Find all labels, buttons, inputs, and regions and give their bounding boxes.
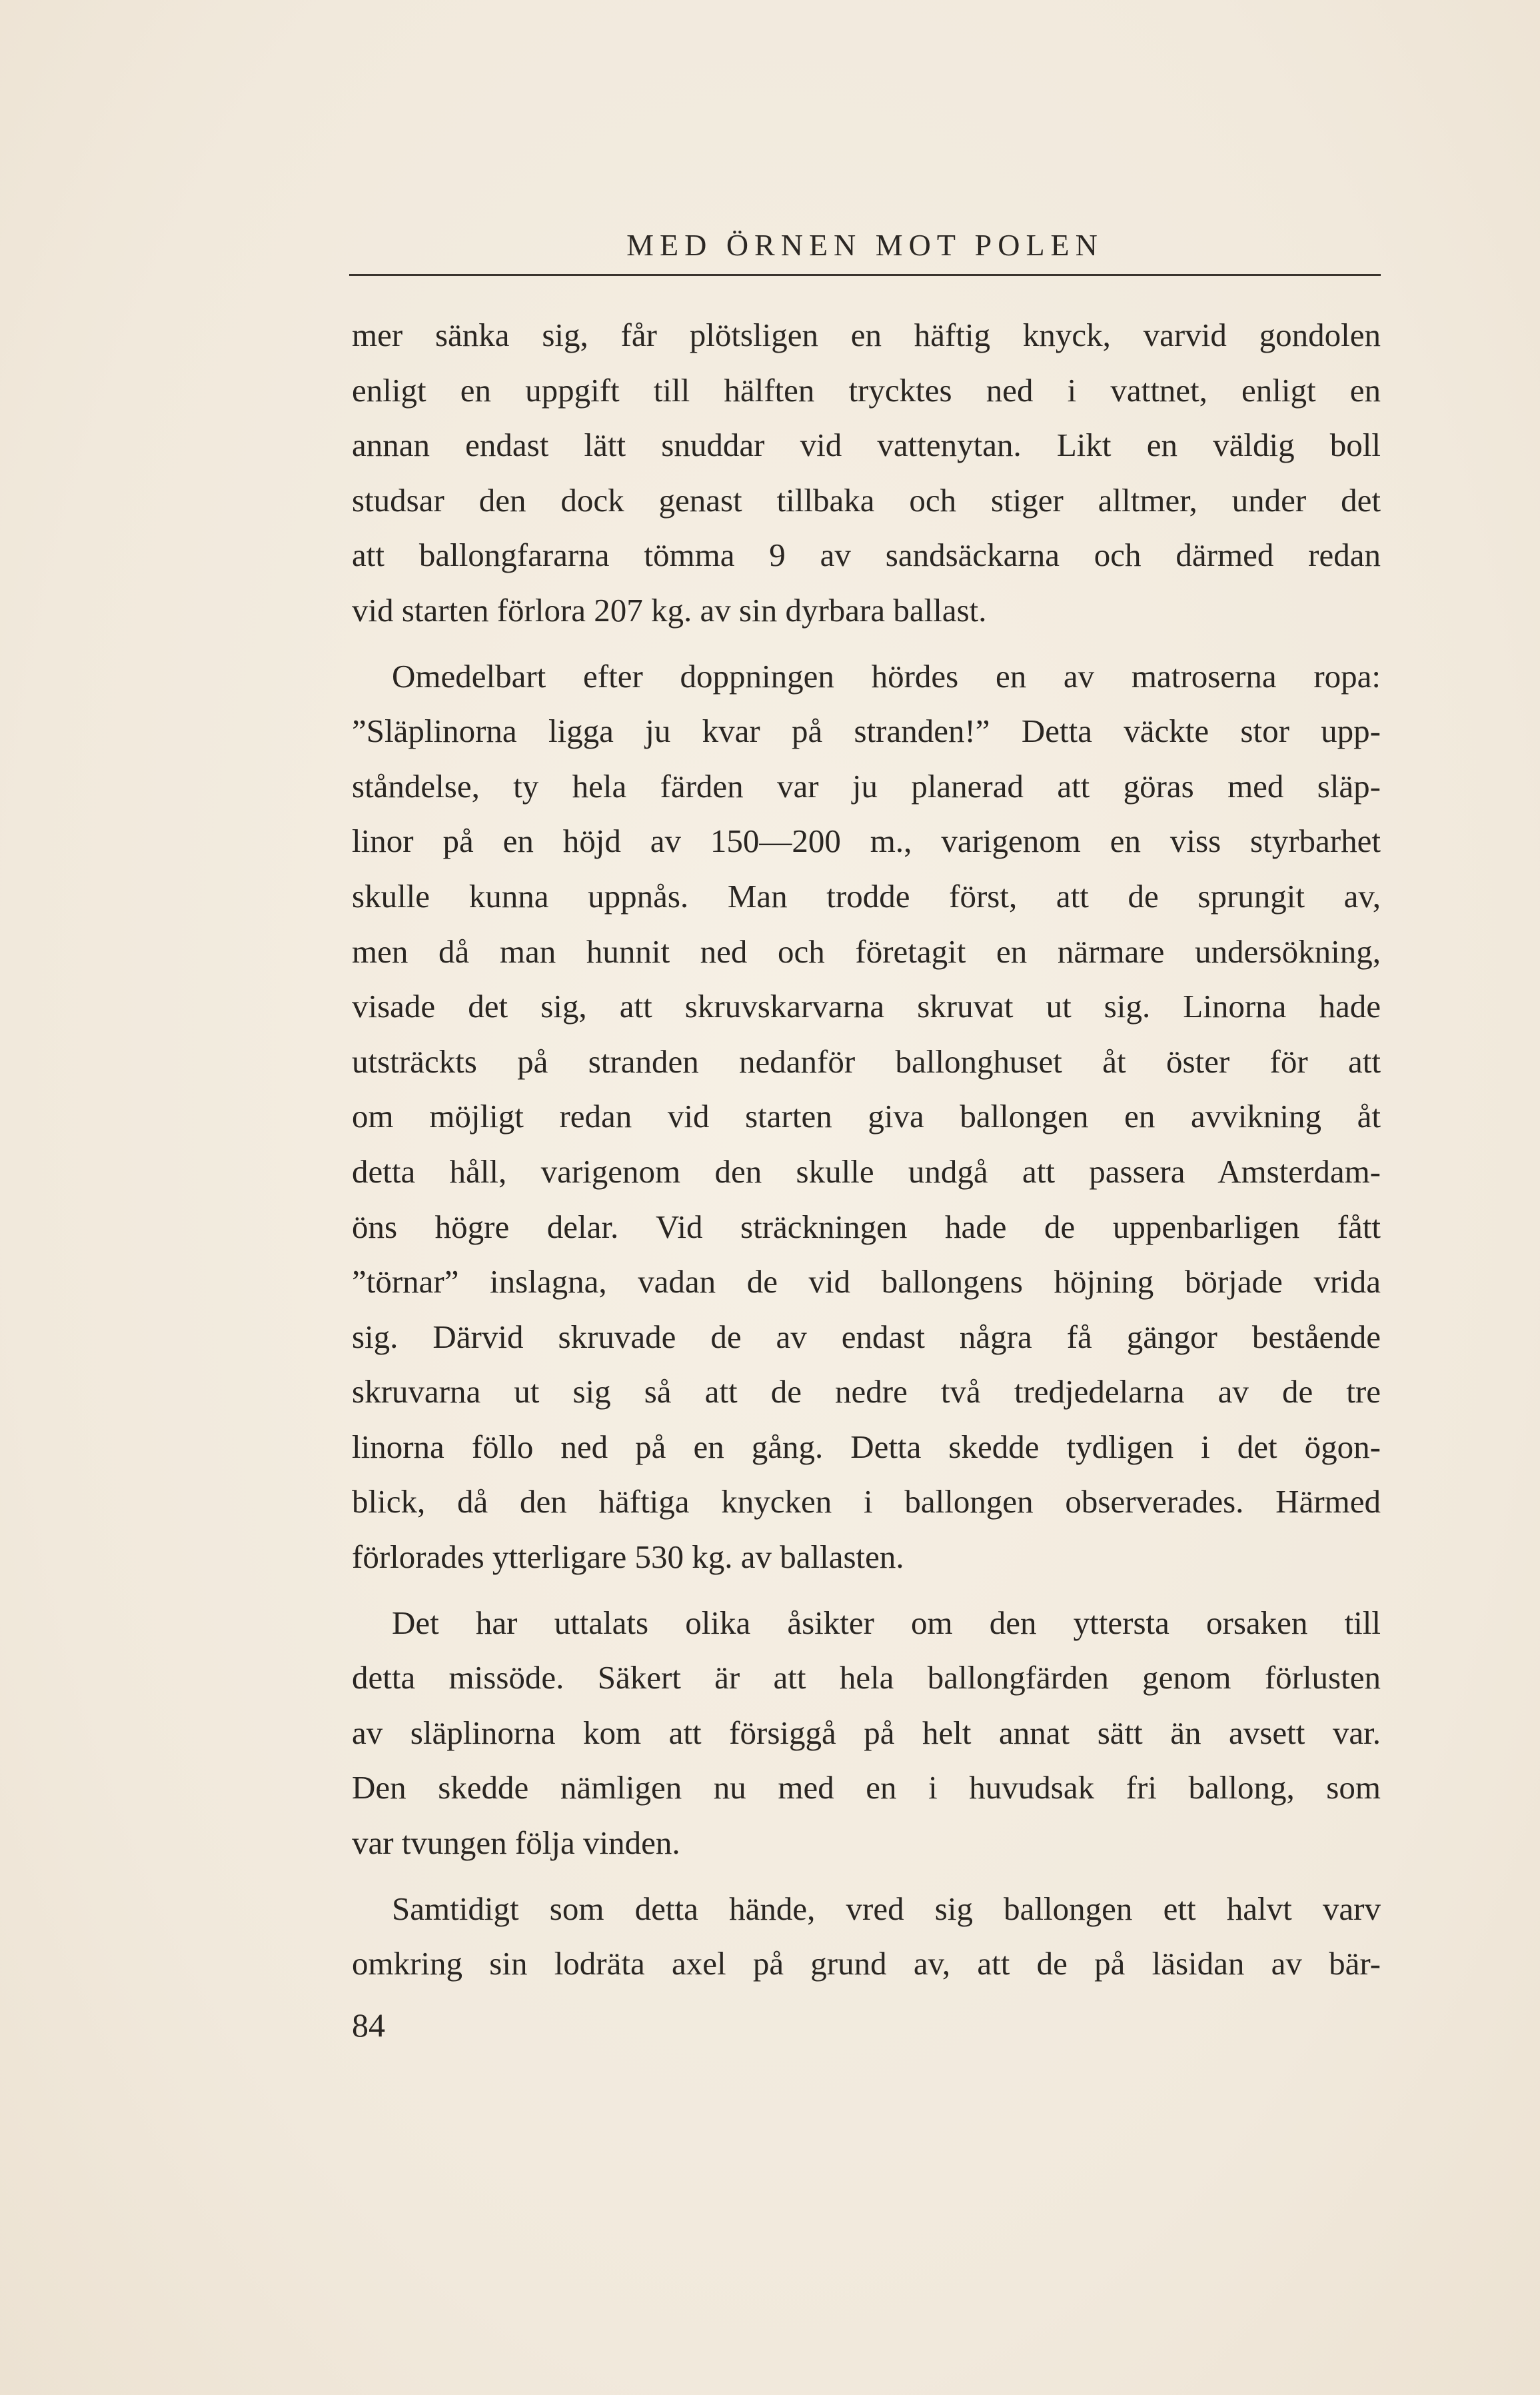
paragraph-4 [352, 1882, 1381, 1992]
text-line: om möjligt redan vid starten giva ballongen en avvikning åt [352, 1098, 1381, 1135]
paragraph-gap [352, 639, 1381, 649]
body-text [352, 308, 1381, 1992]
page-header [349, 225, 1381, 279]
page-number: 84 [352, 2006, 385, 2044]
text-line: annan endast lätt snuddar vid vattenytan. Likt en väldig boll [352, 427, 1381, 464]
text-line: skulle kunna uppnås. Man trodde först, att de sprungit av, [352, 877, 1381, 915]
text-line: omkring sin lodräta axel på grund av, att de på läsidan av bär- [352, 1945, 1381, 1982]
text-line: visade det sig, att skruvskarvarna skruvat ut sig. Linorna hade [352, 988, 1381, 1025]
text-line: detta håll, varigenom den skulle undgå att passera Amsterdam- [352, 1153, 1381, 1190]
paragraph-gap [352, 1585, 1381, 1596]
text-line: var tvungen följa vinden. [352, 1824, 680, 1862]
running-head: MED ÖRNEN MOT POLEN [626, 228, 1104, 262]
text-line: Den skedde nämligen nu med en i huvudsak fri ballong, som [352, 1769, 1381, 1806]
text-line: av släplinorna kom att försiggå på helt annat sätt än avsett var. [352, 1714, 1381, 1751]
text-line: Omedelbart efter doppningen hördes en av matroserna ropa: [392, 657, 1381, 695]
paragraph-gap [352, 1871, 1381, 1882]
text-line: linorna föllo ned på en gång. Detta skedde tydligen i det ögon- [352, 1428, 1381, 1465]
text-line: detta missöde. Säkert är att hela ballongfärden genom förlusten [352, 1659, 1381, 1696]
text-line: utsträckts på stranden nedanför ballonghuset åt öster för att [352, 1043, 1381, 1080]
header-rule [349, 274, 1381, 276]
text-line: ”törnar” inslagna, vadan de vid ballongens höjning började vrida [352, 1263, 1381, 1300]
text-line: att ballongfararna tömma 9 av sandsäckarna och därmed redan [352, 537, 1381, 574]
text-line: studsar den dock genast tillbaka och stiger alltmer, under det [352, 481, 1381, 519]
text-line: men då man hunnit ned och företagit en närmare undersökning, [352, 933, 1381, 970]
text-line: ”Släplinorna ligga ju kvar på stranden!” Detta väckte stor upp- [352, 713, 1381, 750]
paragraph-1 [352, 308, 1381, 639]
paragraph-2 [352, 649, 1381, 1585]
paragraph-3 [352, 1596, 1381, 1871]
text-line: förlorades ytterligare 530 kg. av ballasten. [352, 1538, 904, 1576]
text-line: öns högre delar. Vid sträckningen hade de uppenbarligen fått [352, 1208, 1381, 1245]
text-line: linor på en höjd av 150—200 m., varigenom en viss styrbarhet [352, 823, 1381, 860]
text-line: skruvarna ut sig så att de nedre två tredjedelarna av de tre [352, 1373, 1381, 1410]
text-line: ståndelse, ty hela färden var ju planerad att göras med släp- [352, 767, 1381, 805]
text-line: vid starten förlora 207 kg. av sin dyrbara ballast. [352, 591, 987, 629]
text-line: blick, då den häftiga knycken i ballongen observerades. Härmed [352, 1483, 1381, 1520]
text-line: enligt en uppgift till hälften trycktes ned i vattnet, enligt en [352, 371, 1381, 409]
text-line: mer sänka sig, får plötsligen en häftig knyck, varvid gondolen [352, 317, 1381, 353]
text-line: Samtidigt som detta hände, vred sig ballongen ett halvt varv [392, 1890, 1381, 1927]
text-line: sig. Därvid skruvade de av endast några få gängor bestående [352, 1318, 1381, 1355]
text-line: Det har uttalats olika åsikter om den yttersta orsaken till [392, 1604, 1381, 1641]
